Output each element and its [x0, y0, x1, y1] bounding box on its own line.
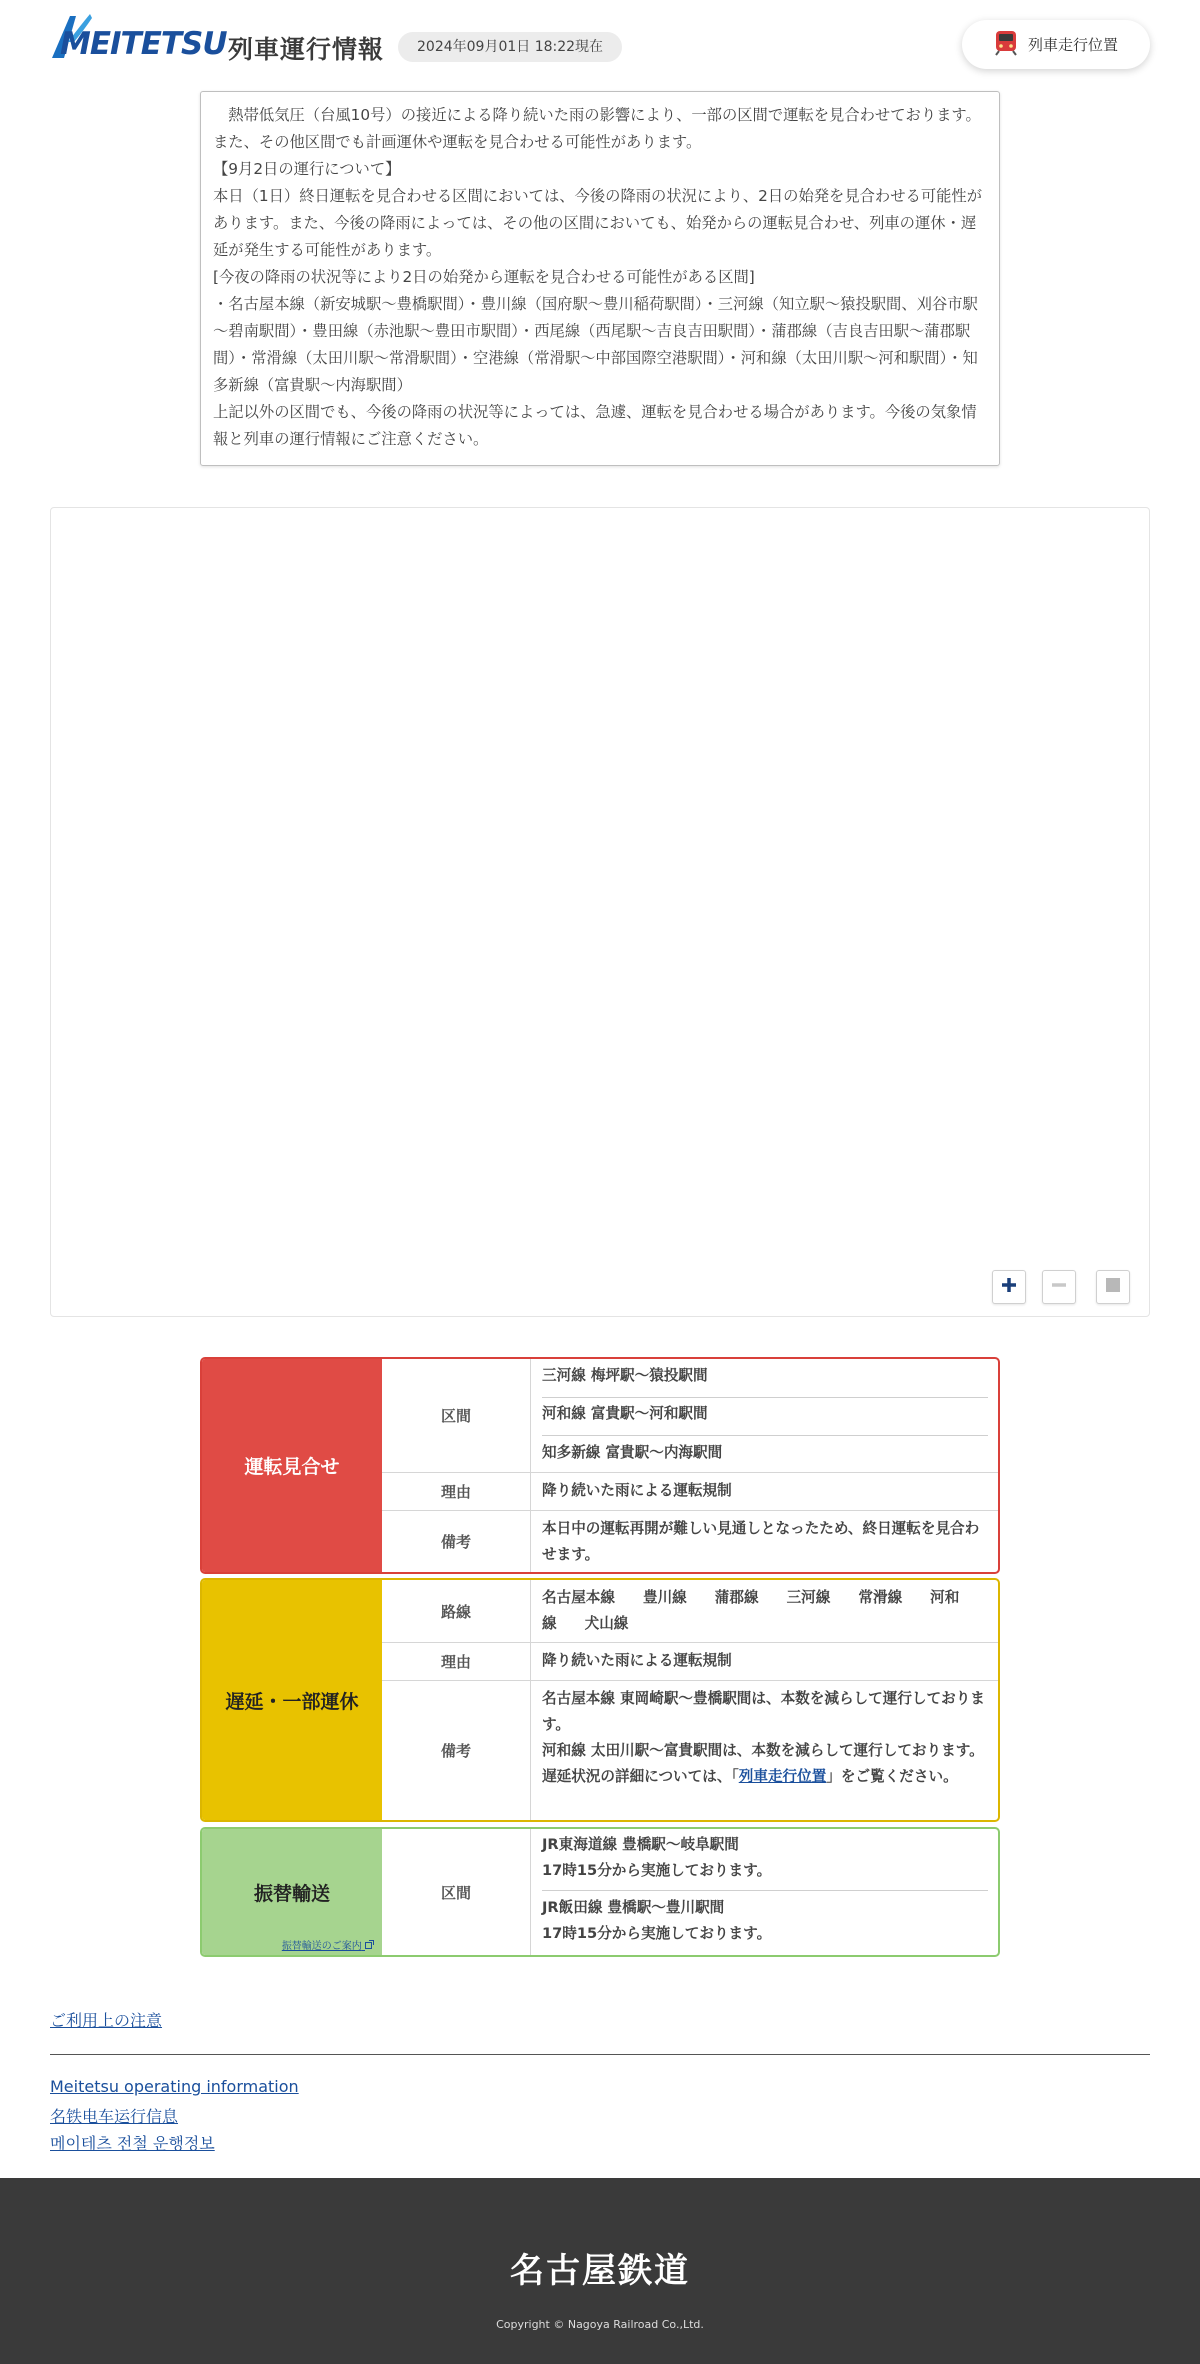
suspended-status-table [200, 1357, 1000, 1574]
route-item: 犬山線 [584, 1615, 629, 1632]
delay-reason-row [382, 1642, 998, 1680]
section-label: 区間 [382, 1359, 531, 1472]
footer [0, 2178, 1200, 2364]
delay-route-row [382, 1580, 998, 1642]
suspended-body [382, 1359, 998, 1572]
row-separator [542, 1890, 988, 1891]
usage-notes-link[interactable]: ご利用上の注意 [50, 2011, 163, 2030]
route-item: 河和線 [542, 1589, 960, 1632]
suspended-section-row [382, 1359, 998, 1472]
reset-view-button[interactable] [1096, 1270, 1130, 1304]
remarks-line [542, 1764, 988, 1790]
route-item: 名古屋本線 [542, 1589, 615, 1606]
remarks-line: 河和線 太田川駅～富貴駅間は、本数を減らして運行しております。 [542, 1742, 984, 1759]
route-item: 三河線 [786, 1589, 831, 1606]
divider [50, 2054, 1150, 2055]
header [50, 12, 1150, 72]
train-position-button[interactable] [962, 20, 1150, 69]
reason-value: 降り続いた雨による運転規制 [542, 1482, 732, 1499]
reason-value: 降り続いた雨による運転規制 [542, 1652, 732, 1669]
route-item: 常滑線 [858, 1589, 903, 1606]
suspended-remarks-row [382, 1510, 998, 1572]
row-separator [542, 1435, 988, 1436]
service-notice [200, 91, 1000, 466]
section-item: 知多新線 富貴駅～内海駅間 [542, 1444, 723, 1461]
remarks-text: 遅延状況の詳細については、「 [542, 1768, 739, 1785]
plus-icon [1000, 1276, 1018, 1298]
suspended-heading: 運転見合せ [202, 1359, 382, 1572]
zoom-out-button[interactable] [1042, 1270, 1076, 1304]
section-label: 区間 [382, 1829, 531, 1955]
external-link-icon [365, 1941, 374, 1952]
route-map[interactable] [50, 507, 1150, 1317]
remarks-value [542, 1686, 988, 1790]
remarks-line: 名古屋本線 東岡崎駅～豊橋駅間は、本数を減らして運行しております。 [542, 1690, 985, 1733]
transfer-time: 17時15分から実施しております。 [542, 1925, 772, 1942]
section-item: 三河線 梅坪駅～猿投駅間 [542, 1367, 708, 1384]
transfer-title: 振替輸送 [253, 1882, 330, 1905]
transfer-item [542, 1895, 988, 1947]
reason-label: 理由 [382, 1643, 531, 1680]
delay-status-table [200, 1578, 1000, 1822]
remarks-text: 」をご覧ください。 [826, 1768, 958, 1785]
copyright: Copyright © Nagoya Railroad Co.,Ltd. [496, 2318, 704, 2331]
transfer-item [542, 1832, 988, 1884]
remarks-value: 本日中の運転再開が難しい見通しとなったため、終日運転を見合わせます。 [542, 1520, 980, 1563]
notice-paragraph: 【9月2日の運行について】 [213, 160, 401, 178]
train-position-link[interactable]: 列車走行位置 [738, 1768, 827, 1785]
remarks-label: 備考 [382, 1681, 531, 1820]
korean-link[interactable]: 메이테츠 전철 운행정보 [50, 2134, 215, 2153]
chinese-link[interactable]: 名铁电车运行信息 [50, 2107, 179, 2126]
notice-paragraph: [今夜の降雨の状況等により2日の始発から運転を見合わせる可能性がある区間] [213, 268, 755, 286]
transfer-section-row [382, 1829, 998, 1955]
route-item: 豊川線 [642, 1589, 687, 1606]
notice-paragraph: 本日（1日）終日運転を見合わせる区間においては、今後の降雨の状況により、2日の始発を見合わせる可能性があります。また、今後の降雨によっては、その他の区間においても、始発からの運転見合わせ、列車の運休・遅延が発生する可能性があります。 [213, 187, 983, 259]
remarks-label: 備考 [382, 1511, 531, 1572]
train-position-label: 列車走行位置 [1027, 36, 1118, 54]
zoom-in-button[interactable] [992, 1270, 1026, 1304]
transfer-status-table [200, 1827, 1000, 1957]
logo-text: MEITETSU [60, 26, 227, 62]
notice-paragraph: ・名古屋本線（新安城駅～豊橋駅間）・豊川線（国府駅～豊川稲荷駅間）・三河線（知立駅～猿投駅間、刈谷市駅～碧南駅間）・豊田線（赤池駅～豊田市駅間）・西尾線（西尾駅～吉良吉田駅間）・蒲郡線（吉良吉田駅～蒲郡駅間）・常滑線（太田川駅～常滑駅間）・空港線（常滑駅～中部国際空港駅間）・河和線（太田川駅～河和駅間）・知多新線（富貴駅～内海駅間） [213, 295, 978, 394]
minus-icon [1050, 1276, 1068, 1298]
page-title: 列車運行情報 [228, 35, 385, 64]
section-item: 河和線 富貴駅～河和駅間 [542, 1405, 708, 1422]
notice-paragraph: 熱帯低気圧（台風10号）の接近による降り続いた雨の影響により、一部の区間で運転を見合わせております。また、その他区間でも計画運休や運転を見合わせる可能性があります。 [213, 106, 981, 151]
footer-company-logo: 名古屋鉄道 [510, 2251, 690, 2291]
delay-body [382, 1580, 998, 1820]
notice-paragraph: 上記以外の区間でも、今後の降雨の状況等によっては、急遽、運転を見合わせる場合があります。今後の気象情報と列車の運行情報にご注意ください。 [213, 403, 977, 448]
route-list [542, 1585, 988, 1637]
route-item: 蒲郡線 [714, 1589, 759, 1606]
transfer-time: 17時15分から実施しております。 [542, 1862, 772, 1879]
route-label: 路線 [382, 1580, 531, 1642]
row-separator [542, 1397, 988, 1398]
delay-heading: 遅延・一部運休 [202, 1580, 382, 1820]
suspended-reason-row [382, 1472, 998, 1510]
square-icon [1104, 1276, 1122, 1298]
transfer-body [382, 1829, 998, 1955]
transfer-guide-label: 振替輸送のご案内 [281, 1941, 362, 1952]
update-timestamp: 2024年09月01日 18:22現在 [398, 32, 622, 62]
transfer-guide-link[interactable] [282, 1937, 374, 1952]
transfer-line: JR東海道線 豊橋駅～岐阜駅間 [542, 1836, 739, 1853]
train-icon [994, 30, 1018, 60]
reason-label: 理由 [382, 1473, 531, 1510]
transfer-heading [202, 1829, 382, 1955]
meitetsu-logo[interactable] [50, 12, 227, 62]
transfer-line: JR飯田線 豊橋駅～豊川駅間 [542, 1899, 725, 1916]
delay-remarks-row [382, 1680, 998, 1820]
english-link[interactable]: Meitetsu operating information [50, 2077, 299, 2096]
